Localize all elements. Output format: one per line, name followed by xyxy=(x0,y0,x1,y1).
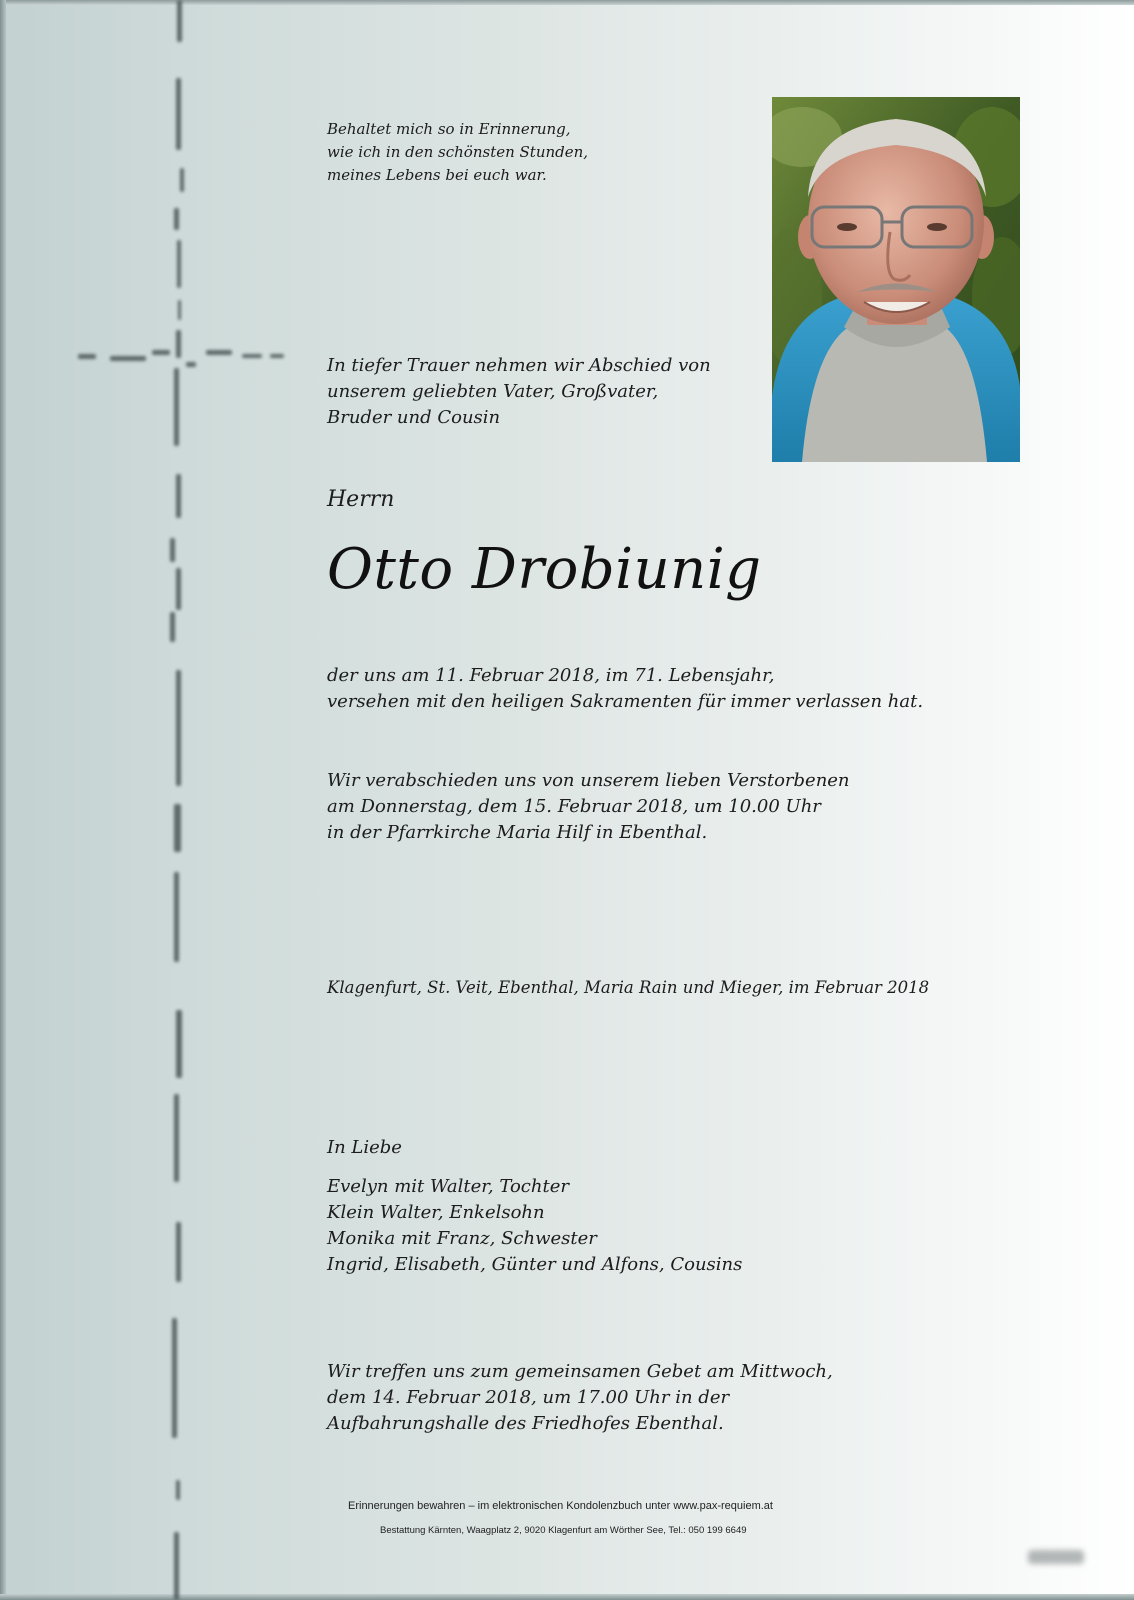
place-date: Klagenfurt, St. Veit, Ebenthal, Maria Rain und Mieger, im Februar 2018 xyxy=(327,978,930,997)
prayer-line: Wir treffen uns zum gemeinsamen Gebet am Mittwoch, xyxy=(327,1361,833,1382)
funeral-line: am Donnerstag, dem 15. Februar 2018, um 10.00 Uhr xyxy=(327,796,821,817)
mourner-item: Evelyn mit Walter, Tochter xyxy=(327,1176,569,1197)
cross-icon xyxy=(70,0,300,1600)
quote-line: meines Lebens bei euch war. xyxy=(327,166,547,184)
funeral-line: in der Pfarrkirche Maria Hilf in Ebenthal. xyxy=(327,822,708,843)
mourner-item: Ingrid, Elisabeth, Günter und Alfons, Cousins xyxy=(327,1254,743,1275)
portrait-photo xyxy=(772,97,1020,462)
intro-line: Bruder und Cousin xyxy=(327,407,501,428)
passing-line: versehen mit den heiligen Sakramenten für immer verlassen hat. xyxy=(327,691,924,712)
corner-mark xyxy=(1028,1550,1084,1564)
mourner-item: Klein Walter, Enkelsohn xyxy=(327,1202,545,1223)
deceased-name: Otto Drobiunig xyxy=(327,537,762,602)
prayer-block xyxy=(327,1359,833,1437)
funeral-block xyxy=(327,768,850,846)
salutation: Herrn xyxy=(327,487,395,512)
quote-block xyxy=(327,118,588,187)
intro-line: In tiefer Trauer nehmen wir Abschied von xyxy=(327,355,711,376)
mourners-list xyxy=(327,1174,742,1278)
condolence-note: Erinnerungen bewahren – im elektronischen Kondolenzbuch unter www.pax-requiem.at xyxy=(348,1500,773,1512)
prayer-line: Aufbahrungshalle des Friedhofes Ebenthal. xyxy=(327,1413,724,1434)
prayer-line: dem 14. Februar 2018, um 17.00 Uhr in der xyxy=(327,1387,730,1408)
in-love-heading: In Liebe xyxy=(327,1137,402,1158)
frame-left-edge xyxy=(0,0,6,1600)
mourner-item: Monika mit Franz, Schwester xyxy=(327,1228,597,1249)
undertaker-info: Bestattung Kärnten, Waagplatz 2, 9020 Klagenfurt am Wörther See, Tel.: 050 199 6649 xyxy=(380,1525,747,1536)
intro-block xyxy=(327,353,711,431)
passing-block xyxy=(327,663,923,715)
intro-line: unserem geliebten Vater, Großvater, xyxy=(327,381,659,402)
quote-line: Behaltet mich so in Erinnerung, xyxy=(327,120,571,138)
quote-line: wie ich in den schönsten Stunden, xyxy=(327,143,589,161)
funeral-line: Wir verabschieden uns von unserem lieben Verstorbenen xyxy=(327,770,850,791)
passing-line: der uns am 11. Februar 2018, im 71. Lebensjahr, xyxy=(327,665,775,686)
